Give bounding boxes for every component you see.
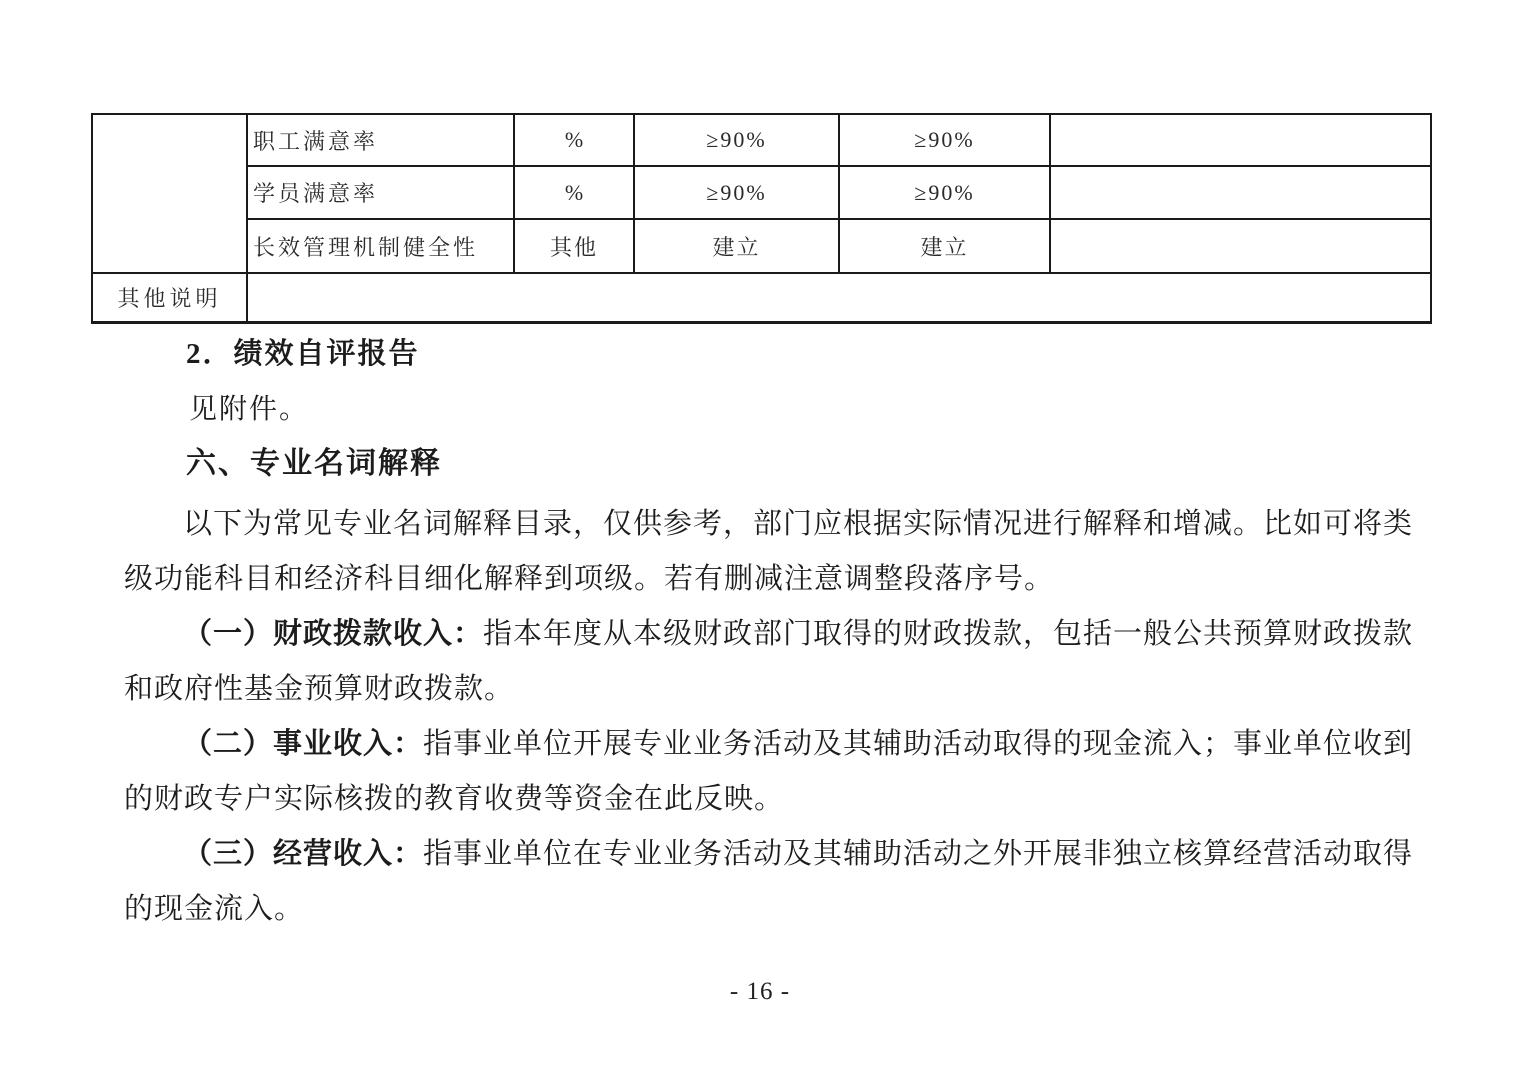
performance-indicator-table [91, 113, 1432, 324]
paragraph-operating-income-line-1 [124, 717, 1412, 772]
paragraph-text: 的财政专户实际核拨的教育收费等资金在此反映。 [124, 783, 785, 815]
unit-cell: % [514, 166, 634, 219]
paragraph-operating-income-line-2 [124, 772, 1412, 827]
note-cell-empty [1050, 166, 1431, 219]
paragraph-text: 以下为常见专业名词解释目录，仅供参考，部门应根据实际情况进行解释和增减。比如可将类 [183, 508, 1412, 540]
note-cell-empty [1050, 114, 1431, 166]
unit-cell: % [514, 114, 634, 166]
unit-cell: 其他 [514, 219, 634, 273]
category-cell-empty [92, 114, 247, 273]
paragraph-text: 和政府性基金预算财政拨款。 [124, 673, 515, 705]
target-value-cell: ≥90% [634, 166, 839, 219]
paragraph-fiscal-appropriation-line-2 [124, 662, 1412, 717]
table-row-other-note [92, 273, 1431, 322]
see-attachment-text: 见附件。 [189, 394, 310, 425]
paragraph-fiscal-appropriation-line-1 [124, 607, 1412, 662]
paragraph-text: 指事业单位在专业业务活动及其辅助活动之外开展非独立核算经营活动取得 [423, 838, 1412, 870]
indicator-name-cell: 职工满意率 [247, 114, 514, 166]
paragraph-intro-line-1 [124, 497, 1412, 552]
paragraph-business-revenue-line-2 [124, 882, 1412, 937]
term-title-fiscal-appropriation: （一）财政拨款收入： [183, 618, 483, 650]
table-row [92, 114, 1431, 166]
target-value-cell: 建立 [634, 219, 839, 273]
note-cell-empty [1050, 219, 1431, 273]
indicator-name-cell: 学员满意率 [247, 166, 514, 219]
paragraph-text: 指本年度从本级财政部门取得的财政拨款，包括一般公共预算财政拨款 [483, 618, 1412, 650]
term-title-business-income: （二）事业收入： [183, 728, 423, 760]
page-number: - 16 - [729, 978, 791, 1005]
heading-self-eval-report: 2．绩效自评报告 [186, 338, 420, 370]
indicator-name-cell: 长效管理机制健全性 [247, 219, 514, 273]
other-note-label-cell: 其他说明 [92, 273, 247, 322]
terms-paragraphs [124, 497, 1412, 937]
paragraph-text: 的现金流入。 [124, 893, 305, 925]
heading-terms-section: 六、专业名词解释 [186, 447, 442, 480]
paragraph-business-revenue-line-1 [124, 827, 1412, 882]
actual-value-cell: ≥90% [839, 114, 1050, 166]
other-note-value-cell [247, 273, 1431, 322]
table-row [92, 166, 1431, 219]
table-row [92, 219, 1431, 273]
term-title-operating-revenue: （三）经营收入： [183, 838, 423, 870]
target-value-cell: ≥90% [634, 114, 839, 166]
paragraph-intro-line-2 [124, 552, 1412, 607]
actual-value-cell: 建立 [839, 219, 1050, 273]
paragraph-text: 级功能科目和经济科目细化解释到项级。若有删减注意调整段落序号。 [124, 563, 1055, 595]
actual-value-cell: ≥90% [839, 166, 1050, 219]
paragraph-text: 指事业单位开展专业业务活动及其辅助活动取得的现金流入；事业单位收到 [423, 728, 1412, 760]
